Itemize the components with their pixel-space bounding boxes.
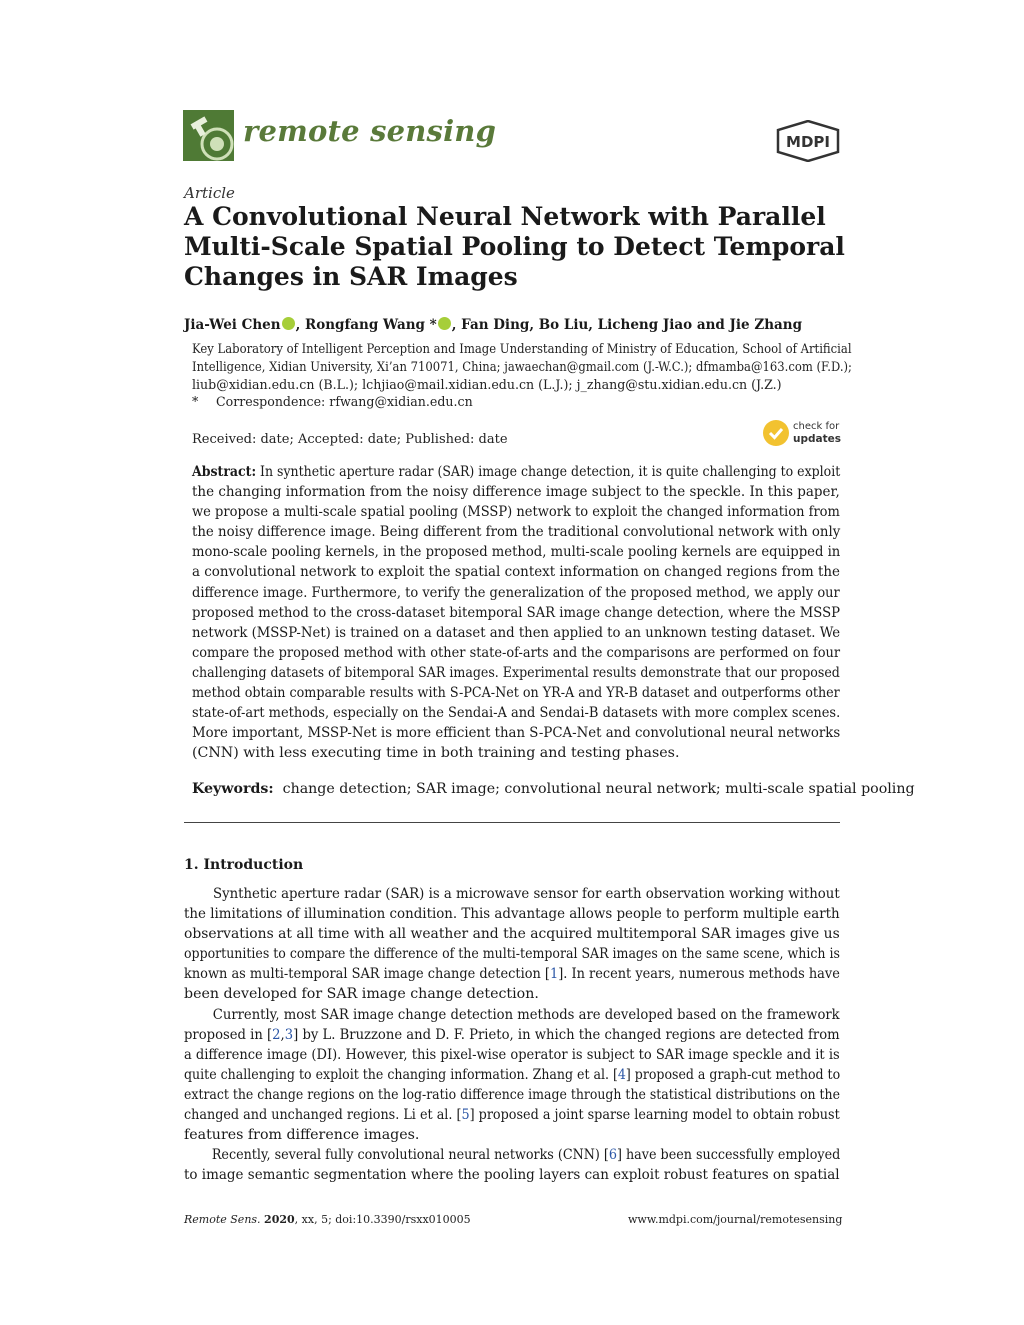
body-line: changed and unchanged regions. Li et al. [ (184, 1107, 462, 1124)
body-line: known as multi-temporal SAR image change detection [ (184, 966, 550, 983)
body-line: Recently, several fully convolutional neural networks (CNN) [ (211, 1147, 609, 1164)
footer-citation (184, 1213, 471, 1226)
footer-doi: , xx, 5; doi:10.3390/rsxx010005 (294, 1213, 471, 1226)
abstract-line: challenging datasets of bitemporal SAR images. Experimental results demonstrate that our proposed (192, 664, 840, 681)
abstract-line: More important, MSSP-Net is more efficient than S-PCA-Net and convolutional neural networks (192, 725, 841, 742)
body-line: ] proposed a graph-cut method to (625, 1066, 841, 1083)
check-updates-line1: check for (793, 421, 840, 432)
keywords-text: change detection; SAR image; convolutional neural network; multi-scale spatial pooling (282, 781, 915, 797)
abstract-line: difference image. Furthermore, to verify the generalization of the proposed method, we apply our (192, 584, 840, 601)
author-name: , Fan Ding, Bo Liu, Licheng Jiao and Jie Zhang (451, 317, 803, 333)
abstract-line: the noisy difference image. Being different from the traditional convolutional network with only (192, 524, 841, 541)
body-line: ]. In recent years, numerous methods have (558, 966, 840, 983)
author-list (184, 317, 802, 333)
keywords-label: Keywords: (192, 781, 274, 797)
body-line: proposed in [ (184, 1026, 273, 1043)
abstract-line: (CNN) with less executing time in both training and testing phases. (192, 745, 680, 762)
section-heading: 1. Introduction (184, 857, 304, 873)
body-line: Currently, most SAR image change detection methods are developed based on the framework (212, 1006, 840, 1023)
footer-url[interactable]: www.mdpi.com/journal/remotesensing (628, 1213, 843, 1226)
abstract (192, 462, 840, 763)
citation-link[interactable]: 1 (549, 966, 559, 983)
footer-year: 2020 (264, 1213, 295, 1226)
mdpi-logo-icon (776, 120, 840, 162)
introduction-body (184, 884, 840, 1185)
orcid-icon[interactable] (438, 317, 451, 330)
body-line: , (280, 1026, 285, 1043)
citation-link[interactable]: 3 (284, 1026, 294, 1043)
correspondence-marker: * (192, 394, 199, 409)
correspondence (192, 394, 473, 409)
citation-link[interactable]: 5 (461, 1107, 470, 1124)
publication-dates: Received: date; Accepted: date; Published: date (192, 432, 508, 447)
journal-name: remote sensing (243, 114, 497, 148)
check-updates-line2: updates (793, 433, 841, 445)
abstract-line: compare the proposed method with other state-of-arts and the comparisons are performed on four (192, 644, 841, 661)
body-line: features from difference images. (184, 1127, 420, 1144)
section-divider (184, 822, 840, 823)
abstract-line: the changing information from the noisy difference image subject to the speckle. In this paper, (192, 484, 840, 501)
abstract-line: mono-scale pooling kernels, in the proposed method, multi-scale pooling kernels are equipped in (192, 544, 841, 561)
citation-link[interactable]: 6 (608, 1147, 617, 1164)
body-line: ] proposed a joint sparse learning model to obtain robust (469, 1107, 840, 1124)
abstract-line: network (MSSP-Net) is trained on a dataset and then applied to an unknown testing dataset. We (192, 624, 841, 641)
keywords (192, 781, 915, 797)
body-line: Synthetic aperture radar (SAR) is a microwave sensor for earth observation working without (213, 886, 840, 902)
abstract-line: method obtain comparable results with S-PCA-Net on YR-A and YR-B dataset and outperforms other (192, 685, 840, 702)
publisher-name: MDPI (786, 133, 830, 151)
abstract-line: state-of-art methods, especially on the Sendai-A and Sendai-B datasets with more complex scenes. (192, 705, 841, 722)
affiliation-line: Key Laboratory of Intelligent Perception and Image Understanding of Ministry of Education, School of Artificial (192, 341, 852, 356)
author-name: Jia-Wei Chen (184, 317, 281, 333)
abstract-line: proposed method to the cross-dataset bitemporal SAR image change detection, where the MSSP (192, 604, 841, 621)
check-for-updates-badge[interactable] (763, 420, 843, 448)
page-title (184, 202, 845, 292)
abstract-label: Abstract: (192, 464, 257, 480)
journal-logo-icon (183, 110, 234, 161)
body-line: ] have been successfully employed (616, 1147, 841, 1164)
affiliation (192, 340, 852, 394)
author-name: , Rongfang Wang * (295, 317, 437, 333)
body-line: ] by L. Bruzzone and D. F. Prieto, in which the changed regions are detected from (293, 1026, 840, 1043)
body-line: been developed for SAR image change detection. (184, 986, 539, 1003)
body-line: observations at all time with all weather and the acquired multitemporal SAR images give us (184, 926, 840, 943)
body-line: quite challenging to exploit the changing information. Zhang et al. [ (184, 1066, 618, 1083)
checkmark-icon (763, 420, 789, 446)
abstract-line: a convolutional network to exploit the spatial context information on changed regions from the (192, 564, 840, 581)
body-line: extract the change regions on the log-ratio difference image through the statistical distributions on the (184, 1086, 840, 1103)
orcid-icon[interactable] (282, 317, 295, 330)
affiliation-line: liub@xidian.edu.cn (B.L.); lchjiao@mail.xidian.edu.cn (L.J.); j_zhang@stu.xidian.edu.cn (J.Z.) (192, 377, 782, 392)
correspondence-text: Correspondence: rfwang@xidian.edu.cn (216, 394, 473, 409)
abstract-line: we propose a multi-scale spatial pooling (MSSP) network to exploit the changed information from (192, 504, 840, 521)
title-line: A Convolutional Neural Network with Parallel (184, 202, 826, 231)
affiliation-line: Intelligence, Xidian University, Xi’an 710071, China; jawaechan@gmail.com (J.-W.C.); dfmamba@163.com (F.D.); (192, 359, 852, 374)
title-line: Multi-Scale Spatial Pooling to Detect Temporal (184, 232, 845, 261)
body-line: a difference image (DI). However, this pixel-wise operator is subject to SAR image speckle and it is (184, 1046, 840, 1063)
body-line: the limitations of illumination condition. This advantage allows people to perform multiple earth (184, 906, 840, 923)
body-line: to image semantic segmentation where the pooling layers can exploit robust features on spatial (184, 1167, 840, 1184)
body-line: opportunities to compare the difference of the multi-temporal SAR images on the same scene, which is (184, 946, 840, 963)
footer-journal: Remote Sens. (184, 1213, 261, 1226)
article-type: Article (184, 184, 235, 202)
citation-link[interactable]: 4 (617, 1066, 626, 1083)
title-line: Changes in SAR Images (184, 262, 518, 291)
citation-link[interactable]: 2 (272, 1026, 281, 1043)
abstract-line: In synthetic aperture radar (SAR) image change detection, it is quite challenging to exploit (256, 464, 841, 480)
